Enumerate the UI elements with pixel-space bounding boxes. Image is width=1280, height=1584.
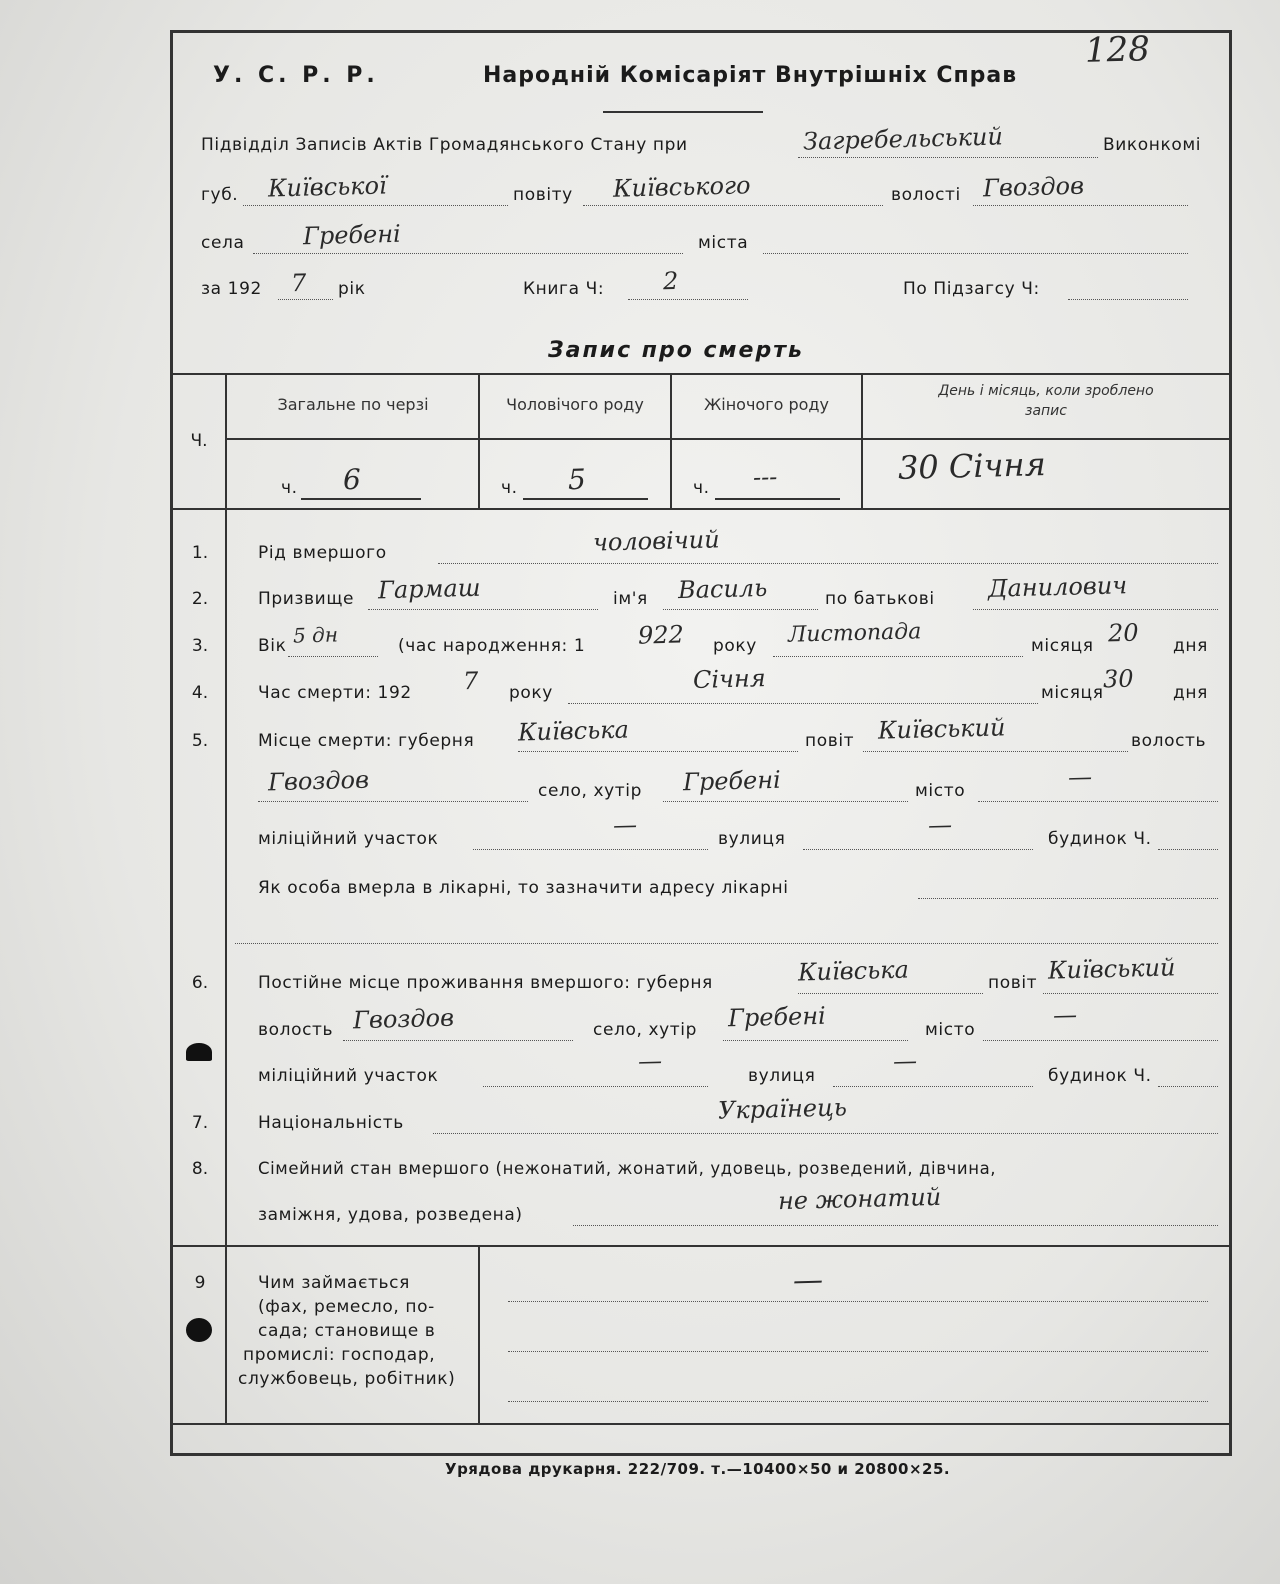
death-volost: Гвоздов [267, 765, 370, 797]
death-povit: Київський [877, 713, 1006, 745]
birth-day: 20 [1107, 618, 1139, 648]
header-rule [603, 111, 763, 113]
name-line [663, 609, 818, 610]
row1-line [438, 563, 1218, 564]
res-misto-label: місто [925, 1020, 976, 1040]
summary-mid-rule [225, 438, 1229, 440]
record-title: Запис про смерть [548, 338, 804, 363]
name-value: Василь [677, 573, 768, 605]
surname-value: Гармаш [377, 573, 481, 605]
res-povit-label: повіт [988, 973, 1038, 993]
general-header: Загальне по черзі [277, 395, 429, 414]
year-label: за 192 [201, 279, 262, 299]
hospital-label: Як особа вмерла в лікарні, то зазначити адресу лікарні [258, 878, 789, 898]
table-bottom-rule [173, 1423, 1229, 1425]
summary-ch-label: Ч. [190, 431, 208, 451]
row9-col-rule [478, 1245, 480, 1423]
volost-line [973, 205, 1188, 206]
occupation-label-2: (фах, ремесло, по- [258, 1297, 435, 1317]
res-selo-label: село, хутір [593, 1020, 698, 1040]
patronymic-label: по батькові [825, 589, 935, 609]
res-house-line [1158, 1086, 1218, 1087]
male-header: Чоловічого роду [506, 395, 644, 414]
res-militia: — [637, 1046, 663, 1076]
volost-value: Гвоздов [982, 171, 1085, 203]
row1-num: 1. [191, 543, 209, 563]
female-value: --- [752, 462, 778, 492]
selo-value: Гребені [302, 219, 402, 251]
res-volost-line [343, 1040, 573, 1041]
book-label: Книга Ч: [523, 279, 605, 299]
name-label: ім'я [613, 589, 648, 609]
row8-line2: заміжня, удова, розведена) [258, 1205, 523, 1225]
month-word: місяця [1031, 636, 1094, 656]
nationality-line [433, 1133, 1218, 1134]
row5-num: 5. [191, 731, 209, 751]
death-year: 7 [462, 666, 479, 696]
row3-num: 3. [191, 636, 209, 656]
res-street: — [892, 1046, 918, 1076]
povit-label: повіту [513, 185, 573, 205]
res-volost-label: волость [258, 1020, 334, 1040]
misto-line [763, 253, 1188, 254]
year-line [278, 299, 333, 300]
row3-label: Вік [258, 636, 287, 656]
death-month-line [568, 703, 1038, 704]
row1-label: Рід вмершого [258, 543, 387, 563]
row5-label: Місце смерти: губерня [258, 731, 475, 751]
state-title: У. С. Р. Р. [213, 63, 379, 88]
row8-num: 8. [191, 1159, 209, 1179]
day-word: дня [1173, 636, 1208, 656]
death-selo: Гребені [682, 765, 782, 797]
birth-month: Листопада [787, 619, 922, 648]
selo-label: села [201, 233, 245, 253]
death-misto: — [1067, 762, 1093, 792]
death-volost-label: волость [1131, 731, 1207, 751]
subdept-value: Загребельський [802, 122, 1004, 156]
res-street-label: вулиця [748, 1066, 816, 1086]
subrecord-line [1068, 299, 1188, 300]
book-line [628, 299, 748, 300]
res-militia-label: міліційний участок [258, 1066, 439, 1086]
gub-value: Київської [267, 171, 387, 203]
table-top-rule [173, 373, 1229, 375]
res-selo-line [723, 1040, 908, 1041]
book-value: 2 [662, 266, 679, 296]
row1-value: чоловічий [592, 525, 720, 557]
executive-label: Виконкомі [1103, 135, 1202, 155]
death-militia-label: міліційний участок [258, 829, 439, 849]
punch-hole-mark-2 [186, 1318, 212, 1342]
res-house-label: будинок Ч. [1048, 1066, 1152, 1086]
res-gub-line [798, 993, 983, 994]
death-povit-line [863, 751, 1128, 752]
general-value: 6 [342, 462, 362, 497]
res-povit: Київський [1047, 953, 1176, 985]
res-militia-line [483, 1086, 708, 1087]
occupation-label-1: Чим займається [258, 1273, 410, 1293]
gub-label: губ. [201, 185, 239, 205]
res-selo: Гребені [727, 1001, 827, 1033]
death-povit-label: повіт [805, 731, 855, 751]
nationality-value: Українець [717, 1093, 848, 1125]
death-street: — [927, 810, 953, 840]
death-year-word: року [509, 683, 553, 703]
death-day: 30 [1102, 664, 1134, 694]
occupation-label-3: сада; становище в [258, 1321, 436, 1341]
death-misto-line [978, 801, 1218, 802]
surname-line [368, 609, 598, 610]
occupation-label-5: службовець, робітник) [238, 1369, 456, 1389]
occupation-label-4: промислі: господар, [243, 1345, 436, 1365]
row9-top-rule [173, 1245, 1229, 1247]
res-misto-line [983, 1040, 1218, 1041]
row8-line1: Сімейний стан вмершого (нежонатий, жонатий, удовець, розведений, дівчина, [258, 1159, 997, 1178]
death-gub: Київська [517, 715, 630, 747]
death-volost-line [258, 801, 528, 802]
year-word: року [713, 636, 757, 656]
summary-col-rule-1 [478, 373, 480, 508]
female-line [715, 498, 840, 500]
year-suffix: рік [338, 279, 366, 299]
patronymic-value: Данилович [987, 571, 1128, 603]
hospital-line-2 [235, 943, 1218, 944]
death-day-word: дня [1173, 683, 1208, 703]
povit-line [583, 205, 883, 206]
death-selo-label: село, хутір [538, 781, 643, 801]
povit-value: Київського [612, 171, 751, 203]
death-militia-line [473, 849, 708, 850]
patronymic-line [973, 609, 1218, 610]
res-gub: Київська [797, 955, 910, 987]
general-prefix: ч. [281, 478, 298, 498]
male-line [523, 498, 648, 500]
subdept-line [798, 157, 1098, 158]
female-header: Жіночого роду [704, 395, 829, 414]
volost-label: волості [891, 185, 961, 205]
death-month-word: місяця [1041, 683, 1104, 703]
death-misto-label: місто [915, 781, 966, 801]
row4-num: 4. [191, 683, 209, 703]
res-street-line [833, 1086, 1033, 1087]
death-house-label: будинок Ч. [1048, 829, 1152, 849]
form-frame [170, 30, 1232, 1456]
date-value: 30 Січня [897, 445, 1047, 487]
death-house-line [1158, 849, 1218, 850]
corner-mark: 128 [1084, 29, 1151, 71]
row9-num: 9 [194, 1273, 206, 1293]
row2-num: 2. [191, 589, 209, 609]
marital-value: не жонатий [777, 1182, 942, 1216]
death-month: Січня [692, 664, 767, 694]
row6-num: 6. [191, 973, 209, 993]
gub-line [243, 205, 508, 206]
date-header-line1: День і місяць, коли зроблено [938, 383, 1154, 399]
row2-label: Призвище [258, 589, 355, 609]
subrecord-label: По Підзагсу Ч: [903, 279, 1040, 299]
birth-month-line [773, 656, 1023, 657]
ministry-title: Народній Комісаріят Внутрішніх Справ [483, 63, 1018, 88]
age-value: 5 дн [292, 622, 339, 648]
death-street-line [803, 849, 1033, 850]
male-prefix: ч. [501, 478, 518, 498]
misto-label: міста [698, 233, 749, 253]
res-misto: — [1052, 1000, 1078, 1030]
res-volost: Гвоздов [352, 1003, 455, 1035]
printer-footer: Урядова друкарня. 222/709. т.—10400×50 и 20800×25. [445, 1460, 951, 1478]
birth-year: 922 [637, 620, 685, 650]
num-column-rule [225, 373, 227, 1423]
punch-hole-mark [186, 1043, 212, 1061]
female-prefix: ч. [693, 478, 710, 498]
subdept-label: Підвідділ Записів Актів Громадянського Стану при [201, 135, 688, 155]
row7-label: Національність [258, 1113, 404, 1133]
age-line [288, 656, 378, 657]
general-line [301, 498, 421, 500]
occupation-line-2 [508, 1351, 1208, 1352]
year-value: 7 [290, 268, 307, 298]
date-header-line2: запис [1025, 403, 1067, 419]
row4-label: Час смерти: 192 [258, 683, 412, 703]
death-selo-line [663, 801, 908, 802]
marital-line [573, 1225, 1218, 1226]
death-militia: — [612, 810, 638, 840]
summary-col-rule-2 [670, 373, 672, 508]
res-povit-line [1043, 993, 1218, 994]
death-street-label: вулиця [718, 829, 786, 849]
birth-label: (час народження: 1 [398, 636, 586, 656]
occupation-line-1 [508, 1301, 1208, 1302]
death-gub-line [518, 751, 798, 752]
summary-bottom-rule [173, 508, 1229, 510]
male-value: 5 [567, 462, 587, 497]
occupation-value: — [792, 1262, 824, 1299]
row6-label: Постійне місце проживання вмершого: губерня [258, 973, 713, 993]
occupation-line-3 [508, 1401, 1208, 1402]
selo-line [253, 253, 683, 254]
row7-num: 7. [191, 1113, 209, 1133]
hospital-line-1 [918, 898, 1218, 899]
